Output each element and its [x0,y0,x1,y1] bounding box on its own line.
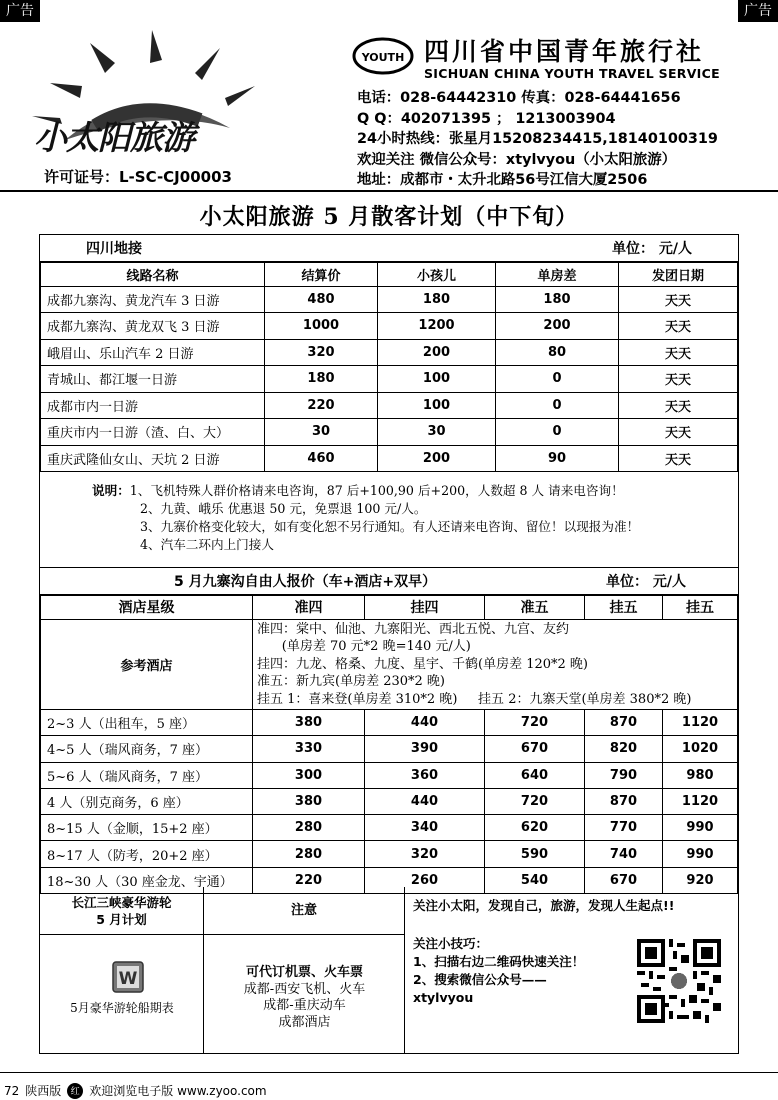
route-price: 180 [265,366,378,393]
table-row [41,313,738,340]
group-size: 8~15 人（金顺，15+2 座） [41,815,253,841]
ref-hotel-line: (单房差 70 元*2 晚=140 元/人) [257,639,471,654]
route-date: 天天 [619,366,738,393]
follow-panel [405,887,740,1053]
table-row [41,286,738,313]
route-child: 200 [378,339,496,366]
jiuzhai-unit: 单位： 元/人 [564,568,738,594]
route-child: 180 [378,286,496,313]
sichuan-table [40,262,738,473]
footer [0,1072,778,1100]
route-single: 90 [496,445,619,472]
agency-logo-icon [352,36,414,76]
qr-code-icon[interactable] [637,939,721,1023]
contact-info [357,88,772,191]
header-hotel-level: 酒店星级 [41,595,253,619]
ad-label-right: 广告 [738,0,778,22]
route-price: 1000 [265,313,378,340]
table-row [41,419,738,446]
route-name: 成都九寨沟、黄龙汽车 3 日游 [41,286,265,313]
jiuzhai-section-header [40,568,738,595]
agency-block [352,30,762,90]
notice-title: 注意 [204,887,404,935]
route-price: 480 [265,286,378,313]
price-gua5-2: 990 [663,815,738,841]
sichuan-section-header [40,235,738,262]
header-single: 单房差 [496,262,619,286]
route-single: 0 [496,366,619,393]
cruise-title-line2: 5 月计划 [96,911,147,927]
note-item: 3、九寨价格变化较大，如有变化恕不另行通知。有人还请来电咨询、留位！以现报为准！ [140,519,640,534]
route-name: 成都市内一日游 [41,392,265,419]
price-gua5-2: 990 [663,841,738,867]
contact-wechat: 欢迎关注 微信公众号：xtylvyou（小太阳旅游） [357,151,677,168]
route-single: 80 [496,339,619,366]
follow-slogan: 关注小太阳，发现自己，旅游，发现人生起点!! [413,898,675,913]
sun-logo [20,28,320,168]
route-date: 天天 [619,445,738,472]
route-price: 30 [265,419,378,446]
price-gua4: 320 [365,841,485,867]
agency-name-en: SICHUAN CHINA YOUTH TRAVEL SERVICE [424,66,720,81]
header-zhun4: 准四 [253,595,365,619]
route-price: 460 [265,445,378,472]
price-gua5-1: 870 [585,788,663,814]
price-sheet [39,234,739,1054]
cruise-schedule-link[interactable]: 5月豪华游轮船期表 [70,1001,174,1015]
route-date: 天天 [619,313,738,340]
header-gua5-1: 挂五 [585,595,663,619]
price-gua4: 440 [365,788,485,814]
page-title: 小太阳旅游 5 月散客计划（中下旬） [199,204,579,230]
group-size: 4~5 人（瑞风商务，7 座） [41,736,253,762]
service-item: 成都-重庆动车 [263,998,346,1013]
table-row [41,841,738,867]
table-row [41,366,738,393]
header-gua5-2: 挂五 [663,595,738,619]
service-item: 成都酒店 [278,1014,331,1030]
sichuan-section-title: 四川地接 [40,235,352,261]
price-zhun5: 720 [485,710,585,736]
route-name: 成都九寨沟、黄龙双飞 3 日游 [41,313,265,340]
agency-logo-text: YOUTH [361,51,405,64]
service-item: 成都-西安飞机、火车 [243,981,366,997]
route-name: 重庆市内一日游（渣、白、大） [41,419,265,446]
price-gua4: 340 [365,815,485,841]
price-zhun4: 300 [253,762,365,788]
cruise-title [40,887,203,935]
price-zhun5: 640 [485,762,585,788]
price-zhun4: 280 [253,841,365,867]
price-gua4: 260 [365,867,485,893]
route-single: 0 [496,392,619,419]
price-zhun5: 620 [485,815,585,841]
price-zhun4: 330 [253,736,365,762]
jiuzhai-table [40,595,738,895]
route-child: 30 [378,419,496,446]
route-child: 100 [378,366,496,393]
route-child: 100 [378,392,496,419]
sichuan-unit: 单位： 元/人 [352,235,738,261]
group-size: 2~3 人（出租车，5 座） [41,710,253,736]
contact-phone: 电话：028-64442310 传真：028-64441656 [357,90,681,106]
table-row [41,392,738,419]
header-zhun5: 准五 [485,595,585,619]
header [0,0,778,192]
table-row [41,815,738,841]
price-gua5-2: 1020 [663,736,738,762]
page-number: 72 [4,1083,20,1098]
note-item: 1、飞机特殊人群价格请来电咨询，87 后+100,90 后+200，人数超 8 人 请来电咨询！ [129,483,624,498]
route-child: 1200 [378,313,496,340]
price-zhun4: 220 [253,867,365,893]
header-gua4: 挂四 [365,595,485,619]
price-zhun5: 720 [485,788,585,814]
table-row [41,445,738,472]
price-gua4: 440 [365,710,485,736]
ref-hotel-line: 准四：棠中、仙池、九寨阳光、西北五悦、九宫、友约 [257,621,570,637]
header-child: 小孩儿 [378,262,496,286]
ref-hotel-line: 准五：新九宾(单房差 230*2 晚) [257,674,445,689]
price-zhun4: 280 [253,815,365,841]
price-zhun4: 380 [253,788,365,814]
follow-tips [413,935,628,1007]
tip-item: 1、扫描右边二维码快速关注！ [413,954,585,969]
price-gua5-1: 770 [585,815,663,841]
jiuzhai-section-title: 5 月九寨沟自由人报价（车+酒店+双早） [40,568,564,594]
group-size: 8~17 人（防考，20+2 座） [41,841,253,867]
route-name: 峨眉山、乐山汽车 2 日游 [41,339,265,366]
agency-name-cn: 四川省中国青年旅行社 [424,37,705,66]
table-row [41,762,738,788]
tips-title: 关注小技巧： [413,936,489,951]
price-gua5-2: 1120 [663,788,738,814]
ref-hotel-list [253,619,738,710]
price-zhun5: 540 [485,867,585,893]
cruise-panel [40,887,204,1053]
route-child: 200 [378,445,496,472]
contact-hotline: 24小时热线：张星月15208234415,18140100319 [357,131,718,147]
edition-label: 陕西版 [25,1084,62,1098]
price-gua4: 390 [365,736,485,762]
notes-block [40,472,738,568]
cruise-title-line1: 长江三峡豪华游轮 [71,894,172,910]
route-single: 200 [496,313,619,340]
table-row [41,339,738,366]
document-icon[interactable] [112,961,144,993]
route-date: 天天 [619,339,738,366]
header-route: 线路名称 [41,262,265,286]
price-gua5-1: 820 [585,736,663,762]
price-gua5-2: 1120 [663,710,738,736]
route-single: 0 [496,419,619,446]
price-gua5-1: 790 [585,762,663,788]
notes-label: 说明： [92,483,130,498]
route-date: 天天 [619,286,738,313]
route-date: 天天 [619,419,738,446]
ref-hotel-label: 参考酒店 [41,619,253,710]
service-item: 可代订机票、火车票 [245,965,363,980]
price-zhun4: 380 [253,710,365,736]
edition-badge-icon: 红 [67,1083,83,1099]
note-item: 4、汽车二环内上门接人 [140,537,274,552]
price-gua5-1: 670 [585,867,663,893]
route-name: 青城山、都江堰一日游 [41,366,265,393]
ref-hotel-line: 挂四：九龙、格桑、九度、星宇、千鹤(单房差 120*2 晚) [257,656,588,672]
document-icon-letter: W [118,969,138,989]
header-date: 发团日期 [619,262,738,286]
price-zhun5: 670 [485,736,585,762]
route-single: 180 [496,286,619,313]
tip-item: 2、搜索微信公众号—— [413,972,547,987]
group-size: 4 人（别克商务，6 座） [41,788,253,814]
price-gua4: 360 [365,762,485,788]
notice-panel [204,887,405,1053]
note-item: 2、九黄、峨乐 优惠退 50 元，免票退 100 元/人。 [140,501,427,516]
price-gua5-1: 870 [585,710,663,736]
group-size: 5~6 人（瑞风商务，7 座） [41,762,253,788]
route-name: 重庆武隆仙女山、天坑 2 日游 [41,445,265,472]
ad-label-left: 广告 [0,0,40,22]
group-size: 18~30 人（30 座金龙、宇通） [41,867,253,893]
table-row [41,788,738,814]
route-date: 天天 [619,392,738,419]
price-gua5-2: 920 [663,867,738,893]
bottom-panel [40,887,738,1053]
route-price: 320 [265,339,378,366]
license-number: 许可证号：L-SC-CJ00003 [44,168,232,186]
price-gua5-1: 740 [585,841,663,867]
ref-hotel-line: 挂五 1：喜来登(单房差 310*2 晚) 挂五 2：九寨天堂(单房差 380*2 晚) [257,691,692,707]
header-price: 结算价 [265,262,378,286]
route-price: 220 [265,392,378,419]
price-zhun5: 590 [485,841,585,867]
price-gua5-2: 980 [663,762,738,788]
contact-address: 地址：成都市・太升北路56号江信大厦2506 [357,172,648,188]
table-row [41,736,738,762]
service-list [204,965,405,1031]
contact-qq: Q Q：402071395 ； 1213003904 [357,110,616,127]
tip-item: xtylvyou [413,990,474,1005]
brand-name: 小太阳旅游 [34,118,194,157]
table-row [41,710,738,736]
website-text[interactable]: 欢迎浏览电子版 www.zyoo.com [89,1084,267,1098]
